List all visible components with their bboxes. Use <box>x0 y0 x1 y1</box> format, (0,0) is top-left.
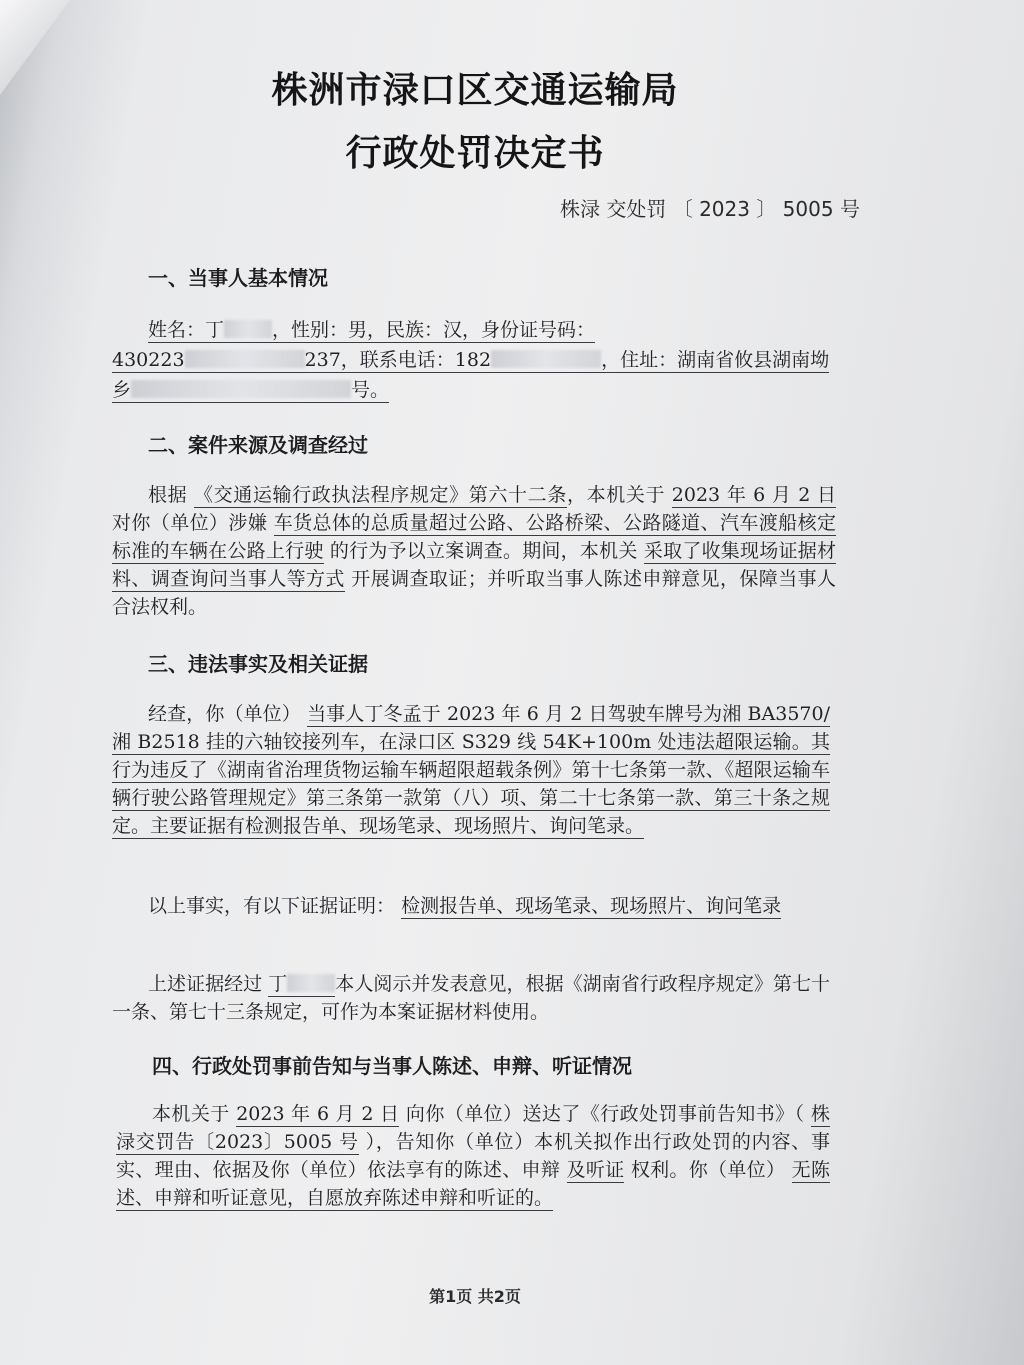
redacted-block <box>491 350 601 368</box>
party-response: 无陈述、申辩和听证意见，自愿放弃陈述申辩和听证的。 <box>116 1159 830 1209</box>
section4-body: 本机关于 2023 年 6 月 2 日 向你（单位）送达了《行政处罚事前告知书》（ 株渌交罚告〔2023〕5005 号 ），告知你（单位）本机关拟作出行政处罚的内容、事实、理由、依据及你（单位）依法享有的陈述、申辩 及听证 权利。你（单位） 无陈述、申辩和听证意见，自愿放弃陈述申辩和听证的。 <box>116 1103 830 1209</box>
evidence-list: 检测报告单、现场笔录、现场照片、询问笔录 <box>401 895 782 917</box>
reviewer-name: 丁 <box>268 973 335 997</box>
document-title: 行政处罚决定书 <box>345 133 605 174</box>
page-number: 第1页 共2页 <box>429 1287 521 1306</box>
party-id-phone: 430223 237，联系电话：182 ，住址：湖南省攸县湖南坳 <box>112 349 830 371</box>
party-name: 姓名：丁 ，性别：男，民族：汉，身份证号码： <box>148 319 596 341</box>
section1-heading: 一、当事人基本情况 <box>148 266 328 290</box>
section3-evidence-review: 上述证据经过 丁 本人阅示并发表意见，根据《湖南省行政程序规定》第七十一条、第七十三条规定，可作为本案证据材料使用。 <box>112 973 830 1023</box>
redacted-block <box>131 380 351 398</box>
case-date: 2023 年 6 月 2 日 <box>671 484 836 506</box>
party-address: 乡 号。 <box>112 379 390 401</box>
notice-number: 株渌交罚告〔2023〕5005 号 <box>116 1103 830 1153</box>
section3-heading: 三、违法事实及相关证据 <box>148 652 368 676</box>
redacted-block <box>287 974 335 992</box>
redacted-block <box>185 350 305 368</box>
section3-evidence: 以上事实，有以下证据证明： 检测报告单、现场笔录、现场照片、询问笔录 <box>148 895 782 917</box>
legal-basis-reference: 《交通运输行政执法程序规定》第六十二条 <box>193 484 567 506</box>
section3-facts: 经查，你（单位） 当事人丁冬孟于 2023 年 6 月 2 日驾驶车牌号为湘 BA3570/湘 B2518 挂的六轴铰接列车，在渌口区 S329 线 54K+100m 处违法超限运输。其行为违反了《湖南省治理货物运输车辆超限超载条例》第十七条第一款、《超限运输车辆行驶公路管理规定》第三条第一款第（八）项、第二十七条第一款、第三十条之规定。主要证据有检测报告单、现场笔录、现场照片、询问笔录。 <box>112 703 830 837</box>
notice-date: 2023 年 6 月 2 日 <box>236 1103 400 1125</box>
agency-title: 株洲市渌口区交通运输局 <box>271 70 679 111</box>
document-number: 株渌 交处罚 〔 2023 〕 5005 号 <box>560 197 860 221</box>
violation-facts: 当事人丁冬孟于 2023 年 6 月 2 日驾驶车牌号为湘 BA3570/湘 B2518 挂的六轴铰接列车，在渌口区 S329 线 54K+100m 处违法超限运输。其行为违反了《湖南省治理货物运输车辆超限超载条例》第十七条第一款、《超限运输车辆行驶公路管理规定》第三条第一款第（八）项、第二十七条第一款、第三十条之规定。主要证据有检测报告单、现场笔录、现场照片、询问笔录。 <box>112 703 830 837</box>
section2-heading: 二、案件来源及调查经过 <box>148 433 368 457</box>
redacted-block <box>224 320 272 338</box>
violation-description: 车货总体的总质量超过公路、公路桥梁、公路隧道、汽车渡船核定标准的车辆在公路上行驶 <box>112 512 836 562</box>
section4-heading: 四、行政处罚事前告知与当事人陈述、申辩、听证情况 <box>152 1054 632 1078</box>
section1-body <box>112 316 832 404</box>
hearing-right: 及听证 <box>566 1159 625 1181</box>
section2-body: 根据 《交通运输行政执法程序规定》第六十二条，本机关于 2023 年 6 月 2 日 对你（单位）涉嫌 车货总体的总质量超过公路、公路桥梁、公路隧道、汽车渡船核定标准的车辆在公路上行驶 的行为予以立案调查。期间，本机关 采取了收集现场证据材料、调查询问当事人等方式 开展调查取证；并听取当事人陈述申辩意见，保障当事人合法权利。 <box>112 484 836 618</box>
investigation-methods: 采取了收集现场证据材料、调查询问当事人等方式 <box>112 540 836 590</box>
